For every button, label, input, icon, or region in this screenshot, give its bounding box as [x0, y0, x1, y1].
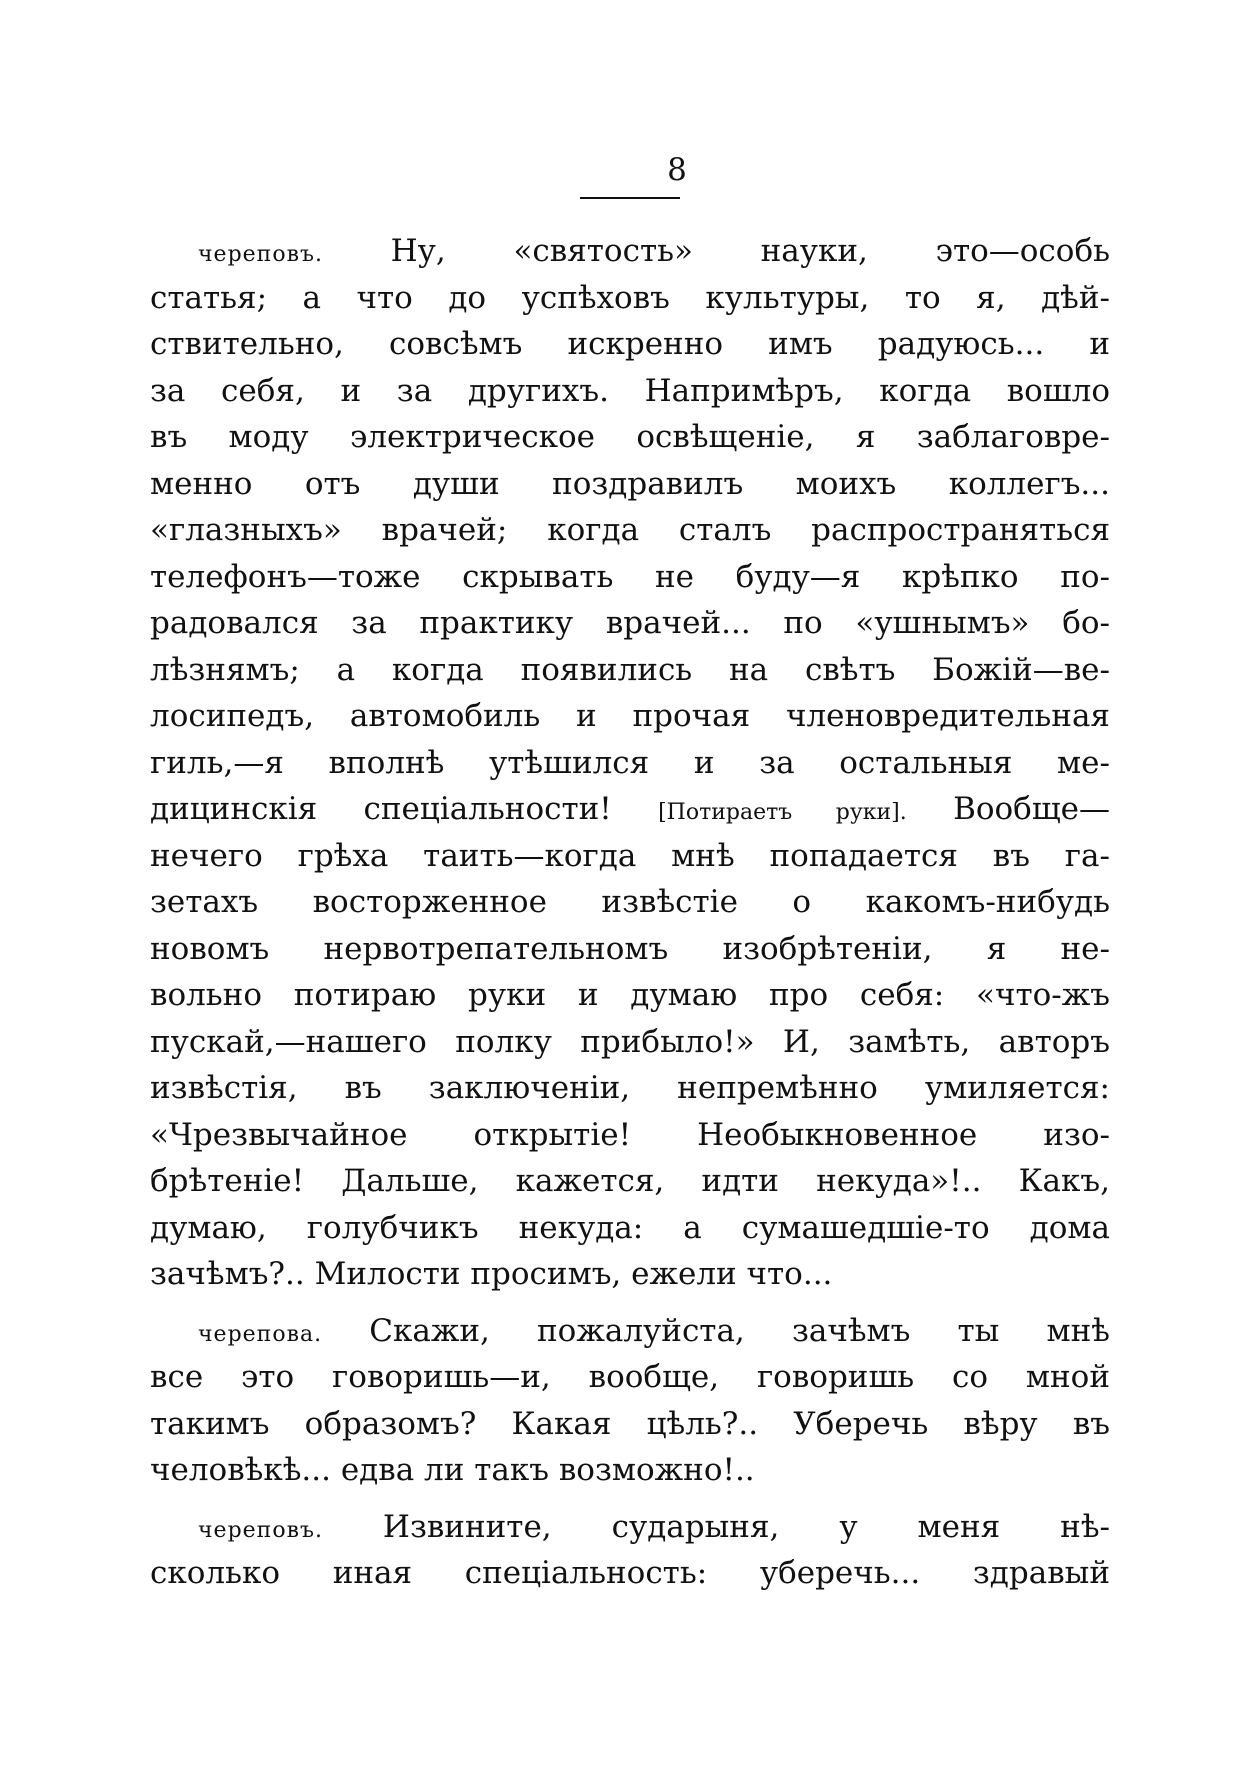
text-line: лосипедъ, автомобиль и прочая членовредительная	[150, 698, 1110, 734]
text-line: брѣтеніе! Дальше, кажется, идти некуда»!.. Какъ,	[150, 1163, 1110, 1199]
text-line: черепова. Скажи, пожалуйста, зачѣмъ ты мнѣ	[198, 1312, 1110, 1349]
text-line: зачѣмъ?.. Милости просимъ, ежели что...	[150, 1256, 833, 1292]
text-line: телефонъ—тоже скрывать не буду—я крѣпко по-	[150, 558, 1110, 595]
text-line: менно отъ души поздравилъ моихъ коллегъ...	[150, 465, 1110, 502]
text-line: сколько иная спеціальность: уберечь... здравый	[150, 1555, 1110, 1591]
paragraph-gap	[150, 1494, 1110, 1504]
paragraph-cherepova	[150, 1308, 1110, 1494]
paragraph-gap	[150, 1298, 1110, 1308]
text-line: пускай,—нашего полку прибыло!» И, замѣть, авторъ	[150, 1023, 1110, 1060]
text-line: дицинскія спеціальности! [Потираетъ руки]. Вообще—	[150, 791, 1111, 827]
page-number-rule	[580, 197, 680, 199]
text-line: зетахъ восторженное извѣстіе о какомъ-нибудь	[150, 884, 1110, 920]
speaker-name: череповъ.	[198, 1517, 323, 1543]
text-line: гиль,—я вполнѣ утѣшился и за остальныя ме-	[150, 744, 1110, 781]
text-line: ствительно, совсѣмъ искренно имъ радуюсь... и	[150, 326, 1110, 362]
text-line: за себя, и за другихъ. Напримѣръ, когда вошло	[150, 372, 1110, 409]
page-body	[150, 228, 1110, 1597]
text-line: новомъ нервотрепательномъ изобрѣтеніи, я не-	[150, 930, 1110, 967]
text-line: вольно потираю руки и думаю про себя: «что-жъ	[150, 977, 1110, 1013]
text-line: «глазныхъ» врачей; когда сталъ распространяться	[150, 512, 1110, 548]
paragraph-cherepov-2	[150, 1504, 1110, 1597]
text-line: «Чрезвычайное открытіе! Необыкновенное изо-	[150, 1116, 1110, 1153]
stage-direction: [Потираетъ руки].	[658, 800, 907, 825]
text-line: лѣзнямъ; а когда появились на свѣтъ Божій—ве-	[150, 651, 1110, 688]
text-line: череповъ. Извините, сударыня, у меня нѣ-	[198, 1508, 1110, 1545]
text-line: нечего грѣха таить—когда мнѣ попадается въ га-	[150, 837, 1110, 874]
speaker-name: черепова.	[198, 1321, 323, 1347]
paragraph-cherepov-1	[150, 228, 1110, 1298]
text-line: извѣстія, въ заключеніи, непремѣнно умиляется:	[150, 1070, 1110, 1106]
page-number: 8	[667, 152, 687, 188]
text-line: такимъ образомъ? Какая цѣль?.. Уберечь вѣру въ	[150, 1405, 1110, 1442]
text-line: череповъ. Ну, «святость» науки, это—особь	[198, 233, 1110, 269]
text-line: думаю, голубчикъ некуда: а сумашедшіе-то дома	[150, 1209, 1110, 1246]
text-line: радовался за практику врачей... по «ушнымъ» бо-	[150, 605, 1110, 641]
text-line: статья; а что до успѣховъ культуры, то я, дѣй-	[150, 279, 1110, 316]
text-line: въ моду электрическое освѣщеніе, я заблаговре-	[150, 419, 1110, 455]
text-line: человѣкѣ... едва ли такъ возможно!..	[150, 1452, 755, 1488]
text-line: все это говоришь—и, вообще, говоришь со мной	[150, 1359, 1110, 1395]
speaker-name: череповъ.	[198, 242, 323, 267]
